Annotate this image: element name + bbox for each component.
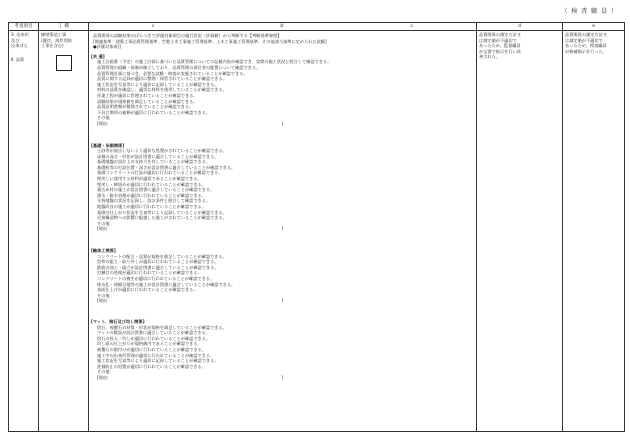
rating-e-line-2: は測定値が不適切で <box>565 37 603 43</box>
header-item: 考査項目 <box>9 23 39 31</box>
section-body-work <box>91 248 474 304</box>
criteria-intro-line-3: ●評価対象項目 <box>93 44 122 50</box>
list-item: 均し面の仕上がりが規格値内であることが確認できる。 <box>97 341 202 347</box>
list-item: 表面仕上げが適切に行われていることが確認できる。 <box>97 287 198 293</box>
rating-d-line-3: あったため、監督職員 <box>479 43 521 49</box>
work-type-line-1: 擁壁築造工事 <box>41 32 67 37</box>
list-item: 近接構造物への影響に配慮した施工がされていることが確認できる。 <box>97 215 227 221</box>
list-item: 土砂等が流出しないよう適切な処置がされていることが確認できる。 <box>97 148 227 154</box>
list-item: 基礎地盤が設計上の支持力を有していることが確認できる。 <box>97 159 211 165</box>
section-title: [マット、捨石及び均し関係] <box>91 318 145 324</box>
rating-d-column <box>477 31 563 432</box>
header-e: e <box>563 23 625 31</box>
reason-label: [理由： <box>97 374 112 380</box>
item-line-2: 及び <box>11 37 20 43</box>
list-item: コンクリートの配合・品質が規格を満足していることが確認できる。 <box>97 253 227 259</box>
reason-field[interactable]: [理由： ] <box>97 374 283 380</box>
work-type-line-2: (護岸、海岸堤防 <box>41 37 72 43</box>
list-item: 埋戻し・締固めが適切に行われていることが確認できる。 <box>97 181 206 187</box>
list-item: 床掘の深さ・形状が設計図書に適合していることが確認できる。 <box>97 153 219 159</box>
list-item: 基礎の仕上がり状況を写真等により記録していることが確認できる。 <box>97 209 227 215</box>
work-type-line-3: 工事を含む) <box>41 43 64 49</box>
list-item: 施工中の出来形管理が適切に行われていることが確認できる。 <box>97 352 215 358</box>
criteria-column <box>89 31 477 432</box>
item-column <box>9 31 39 432</box>
list-item: 埋戻しに使用する材料が適切であることが確認できる。 <box>97 176 202 182</box>
list-item: 被覆石の据付けが適切に行われていることが確認できる。 <box>97 346 206 352</box>
header-d: d <box>477 23 563 31</box>
list-item: 鉄筋の加工・組立が設計図書に適合していることが確認できる。 <box>97 264 219 270</box>
list-item: 品質管理計画に基づき、必要な試験・検査が実施されていることが確認できる。 <box>97 70 248 76</box>
table-header-row <box>9 23 625 31</box>
list-item: 品質に関する記録が適切に整理・保管されていることが確認できる。 <box>97 76 227 82</box>
list-item: 品質管理の組織・体制が確立しており、品質管理の責任者の配置について確認できる。 <box>97 64 261 70</box>
item-line-3: 出来ばえ <box>11 43 28 49</box>
reason-label: [理由： <box>97 226 112 232</box>
header-c-label: c <box>151 23 155 29</box>
header-c2-label: c <box>410 23 414 29</box>
list-item: 打継目の処理が適切に行われていることが確認できる。 <box>97 270 202 276</box>
list-item: 基礎杭等の打設位置・深さが設計図書に適合していることが確認できる。 <box>97 164 236 170</box>
list-item: 材料の品質を確認し、適切な材料を使用していることが確認できる。 <box>97 87 227 93</box>
list-item: その他 <box>97 292 110 298</box>
reason-label: [理由： <box>97 298 112 304</box>
inspector-label: （ 検 査 職 員 ） <box>561 8 618 15</box>
list-item: 不具合箇所の補修が適切に行われていることが確認できる。 <box>97 109 211 115</box>
list-item: 基礎コンクリートの打設が適切に行われていることが確認できる。 <box>97 170 223 176</box>
rating-e-line-1: 品質関係の測定方法又 <box>565 32 607 37</box>
list-item: 裏込め材の施工が設計図書に適合していることが確認できる。 <box>97 187 215 193</box>
list-item: 洗掘防止の処置が適切に行われていることが確認できる。 <box>97 363 206 369</box>
criteria-intro <box>91 32 474 51</box>
item-line-1: 3. 出来形 <box>11 32 29 37</box>
list-item: 地盤改良の施工が適切に行われていることが確認できる。 <box>97 204 206 210</box>
section-mat-riprap <box>91 319 474 381</box>
criteria-intro-line-1: 品質関係の試験結果のばらつきで評価対象項目の履行状況（評価値）から判断する【判断基準参照】 <box>93 33 282 38</box>
list-item: コンクリートの養生が適切に行われていることが確認できる。 <box>97 275 215 281</box>
reason-field[interactable]: [理由： ] <box>97 120 283 126</box>
list-item: その他 <box>97 115 110 121</box>
list-item: 施工計画書（予定）の施工計画に基づいた品質管理についての記載内容が確認でき、実際の施工状況と照合して確認できる。 <box>97 59 332 65</box>
list-item: 湧水・排水処理が適切に行われていることが確認できる。 <box>97 192 206 198</box>
list-item: 作業工程が適切に管理されていることが確認できる。 <box>97 92 198 98</box>
list-item: 施工状況を写真等により適切に記録していることが確認できる。 <box>97 81 219 87</box>
list-item: 捨石の投入・均しが適切に行われていることが確認できる。 <box>97 335 211 341</box>
criteria-intro-line-2: [関連基準：建築工事品質管理基準、空港土木工事施工管理基準、土木工事施工管理基準、その他該当基準に定められた試験] <box>93 38 327 44</box>
rating-e-line-3: あったため、検査職員 <box>565 43 607 49</box>
list-item: 試験結果が規格値を満足していることが確認できる。 <box>97 98 198 104</box>
section-foundation <box>91 143 474 233</box>
header-c <box>89 23 477 31</box>
rating-d-line-2: は測定値が不適切で <box>479 37 517 43</box>
evaluation-table <box>8 22 625 432</box>
list-item: その他 <box>97 220 110 226</box>
list-item: 型枠の組立・取り外しが適切に行われていることが確認できる。 <box>97 259 219 265</box>
rating-e-line-4: が修補指示を行った。 <box>565 48 607 54</box>
reason-field[interactable]: [理由： ] <box>97 298 283 304</box>
header-b-prime-label: b' <box>280 23 285 29</box>
rating-d-line-4: が文書で指示を行い改 <box>479 48 521 54</box>
list-item: 施工状況を写真等により適切に記録していることが確認できる。 <box>97 358 219 364</box>
list-item: 支持地盤の状況を記録し、設計条件と照合して確認できる。 <box>97 198 211 204</box>
section-title: [基礎・床掘関係] <box>91 142 125 148</box>
list-item: 品質証明書類が整理されていることが確認できる。 <box>97 104 194 110</box>
score-checkbox[interactable] <box>56 55 72 71</box>
list-item: マットの敷設が設計図書に適合していることが確認できる。 <box>97 330 210 336</box>
rating-e-column <box>563 31 625 432</box>
rating-d-line-5: 善された。 <box>479 54 500 60</box>
section-common <box>91 54 474 127</box>
table-body-row <box>9 31 625 432</box>
list-item: その他 <box>97 369 110 375</box>
header-work-type: 工 種 <box>39 23 89 31</box>
reason-field[interactable]: [理由： ] <box>97 226 283 232</box>
work-type-column <box>39 31 89 432</box>
section-title: [共 通] <box>91 53 105 59</box>
item-line-4: Ⅱ. 品質 <box>11 56 25 62</box>
reason-label: [理由： <box>97 120 112 126</box>
evaluation-sheet <box>8 6 624 432</box>
rating-d-line-1: 品質関係の測定方法又 <box>479 32 521 37</box>
list-item: 捨石、被覆石の材質・形状が規格を満足していることが確認できる。 <box>97 324 227 330</box>
list-item: 排水孔・伸縮目地等の施工が設計図書に適合していることが確認できる。 <box>97 281 236 287</box>
section-title: [軸体工関係] <box>91 248 116 253</box>
